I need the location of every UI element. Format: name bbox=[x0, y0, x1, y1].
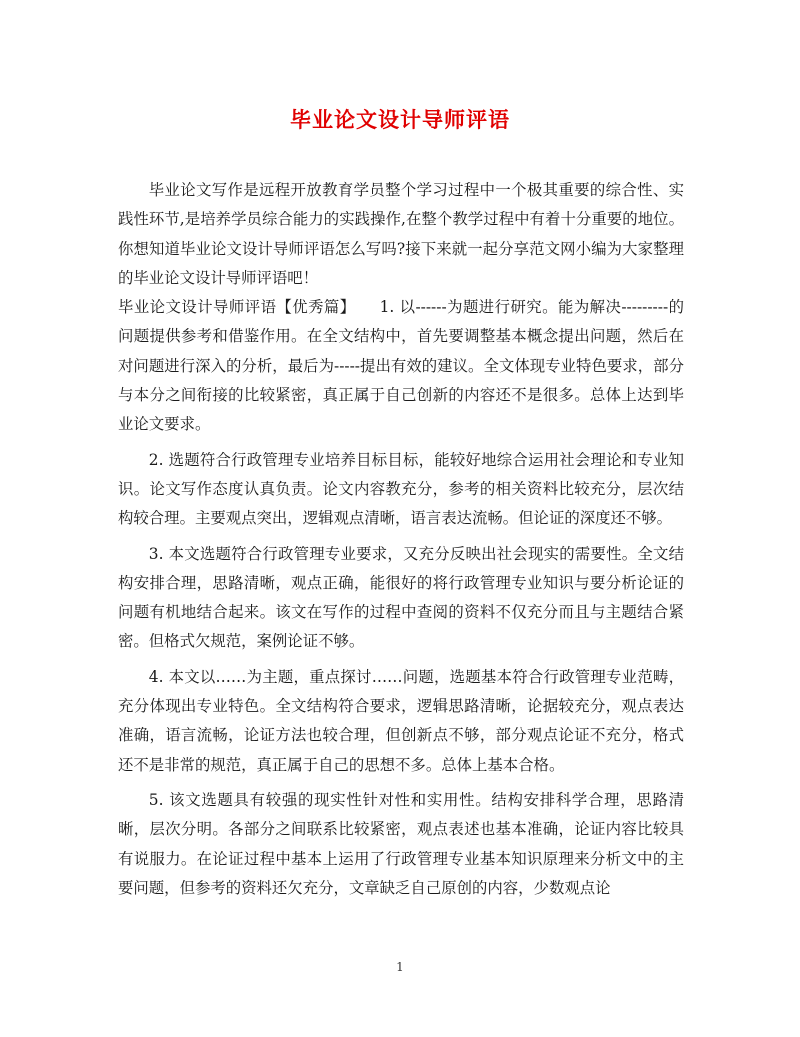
comment-paragraph-5: 5. 该文选题具有较强的现实性针对性和实用性。结构安排科学合理，思路清晰，层次分明。各部分之间联系比较紧密，观点表述也基本准确，论证内容比较具有说服力。在论证过程中基本上运用了行政管理专业基本知识原理来分析文中的主要问题，但参考的资料还欠充分，文章缺乏自己原创的内容，少数观点论 bbox=[118, 790, 684, 897]
comment-paragraph-1: 毕业论文设计导师评语【优秀篇】 1. 以------为题进行研究。能为解决---------的问题提供参考和借鉴作用。在全文结构中，首先要调整基本概念提出问题，然后在对问题进行深入的分析，最后为-----提出有效的建议。全文体现专业特色要求，部分与本分之间衔接的比较紧密，真正属于自己创新的内容还不是很多。总体上达到毕业论文要求。 bbox=[118, 298, 684, 434]
document-body bbox=[118, 176, 684, 903]
intro-paragraph: 毕业论文写作是远程开放教育学员整个学习过程中一个极其重要的综合性、实践性环节,是培养学员综合能力的实践操作,在整个教学过程中有着十分重要的地位。你想知道毕业论文设计导师评语怎么写吗?接下来就一起分享范文网小编为大家整理的毕业论文设计导师评语吧！ bbox=[118, 181, 684, 287]
document-title: 毕业论文设计导师评语 bbox=[290, 107, 510, 132]
comment-paragraph-4: 4. 本文以……为主题，重点探讨……问题，选题基本符合行政管理专业范畴，充分体现出专业特色。全文结构符合要求，逻辑思路清晰，论据较充分，观点表达准确，语言流畅，论证方法也较合理，但创新点不够，部分观点论证不充分，格式还不是非常的规范，真正属于自己的思想不多。总体上基本合格。 bbox=[118, 667, 684, 774]
comment-paragraph-3: 3. 本文选题符合行政管理专业要求，又充分反映出社会现实的需要性。全文结构安排合理，思路清晰，观点正确，能很好的将行政管理专业知识与要分析论证的问题有机地结合起来。该文在写作的过程中查阅的资料不仅充分而且与主题结合紧密。但格式欠规范，案例论证不够。 bbox=[118, 544, 684, 651]
comment-paragraph-2: 2. 选题符合行政管理专业培养目标目标，能较好地综合运用社会理论和专业知识。论文写作态度认真负责。论文内容教充分，参考的相关资料比较充分，层次结构较合理。主要观点突出，逻辑观点清晰，语言表达流畅。但论证的深度还不够。 bbox=[118, 450, 684, 528]
page-number: 1 bbox=[396, 960, 404, 974]
